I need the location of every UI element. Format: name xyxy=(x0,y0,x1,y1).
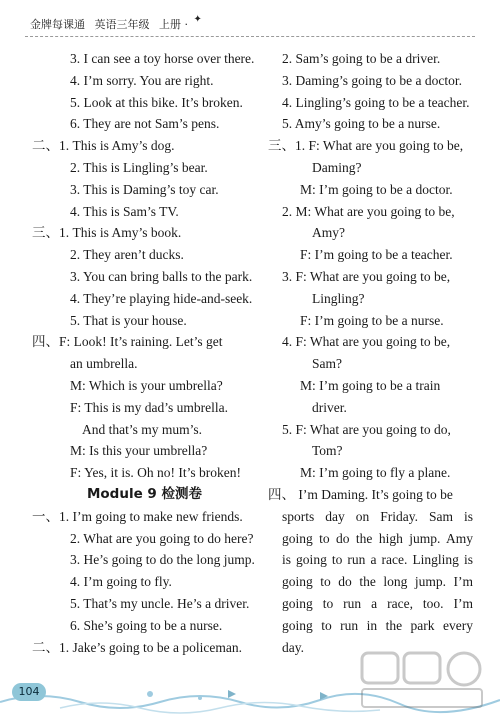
left-column xyxy=(32,48,257,658)
text-line: 2. They aren’t ducks. xyxy=(70,247,184,263)
text-line: 5. That’s my uncle. He’s a driver. xyxy=(70,595,250,611)
text-line: driver. xyxy=(312,399,347,415)
text-line: going to do the high jump. Amy xyxy=(282,530,473,546)
text-line: 4. I’m sorry. You are right. xyxy=(70,72,214,88)
text-line: 4. They’re playing hide-and-seek. xyxy=(70,290,253,306)
text-line: 3. You can bring balls to the park. xyxy=(70,268,253,284)
text-line: Amy? xyxy=(312,225,345,241)
volume-label: 上册 · xyxy=(159,18,188,31)
text-line: 四、F: Look! It’s raining. Let’s get xyxy=(32,334,223,350)
text-line: 2. M: What are you going to be, xyxy=(282,203,455,219)
page-number: 104 xyxy=(12,683,46,701)
text-line: And that’s my mum’s. xyxy=(82,421,203,437)
text-line: F: This is my dad’s umbrella. xyxy=(70,399,228,415)
text-line: 4. I’m going to fly. xyxy=(70,574,172,590)
text-line: Sam? xyxy=(312,356,342,372)
subject-label: 英语三年级 xyxy=(94,18,150,31)
text-line: M: Is this your umbrella? xyxy=(70,443,208,459)
book-title: 金牌每课通 xyxy=(30,18,85,31)
text-line: Daming? xyxy=(312,159,362,175)
text-line: 3. F: What are you going to be, xyxy=(282,268,451,284)
page-header xyxy=(30,16,202,32)
text-line: going to run in the park every xyxy=(282,617,473,633)
text-line: 2. This is Lingling’s bear. xyxy=(70,159,208,175)
text-line: is going to run a race. Lingling is xyxy=(282,552,473,568)
text-line: 三、1. F: What are you going to be, xyxy=(268,138,464,154)
star-icon: ✦ xyxy=(193,14,202,25)
text-line: 4. Lingling’s going to be a teacher. xyxy=(282,94,470,110)
section-title: Module 9 检测卷 xyxy=(86,485,203,502)
text-line: Lingling? xyxy=(312,290,365,306)
text-line: going to do the long jump. I’m xyxy=(282,574,473,590)
text-line: 二、1. This is Amy’s dog. xyxy=(32,138,175,154)
text-line: 四、 I’m Daming. It’s going to be xyxy=(268,486,453,502)
text-line: 3. I can see a toy horse over there. xyxy=(70,51,255,66)
text-line: 一、1. I’m going to make new friends. xyxy=(32,508,243,524)
text-line: 2. What are you going to do here? xyxy=(70,530,254,546)
text-line: 2. Sam’s going to be a driver. xyxy=(282,51,441,66)
header-divider xyxy=(25,36,475,37)
text-line: 5. Look at this bike. It’s broken. xyxy=(70,94,243,110)
text-line: F: I’m going to be a teacher. xyxy=(300,247,453,263)
text-line: 3. Daming’s going to be a doctor. xyxy=(282,72,462,88)
text-line: 4. F: What are you going to be, xyxy=(282,334,451,350)
text-line: day. xyxy=(282,639,304,655)
text-line: 3. He’s going to do the long jump. xyxy=(70,552,255,568)
right-column xyxy=(268,48,473,658)
text-line: 5. F: What are you going to do, xyxy=(282,421,451,437)
text-line: 6. She’s going to be a nurse. xyxy=(70,617,223,633)
text-line: M: Which is your umbrella? xyxy=(70,377,223,393)
text-line: an umbrella. xyxy=(70,356,138,372)
text-line: 二、1. Jake’s going to be a policeman. xyxy=(32,639,242,655)
text-line: F: I’m going to be a nurse. xyxy=(300,312,444,328)
text-line: sports day on Friday. Sam is xyxy=(282,508,473,524)
text-line: 4. This is Sam’s TV. xyxy=(70,203,179,219)
text-line: 5. Amy’s going to be a nurse. xyxy=(282,116,441,132)
watermark-logo-icon xyxy=(358,649,488,711)
text-line: 三、1. This is Amy’s book. xyxy=(32,225,182,241)
text-line: Tom? xyxy=(312,443,343,459)
text-line: 3. This is Daming’s toy car. xyxy=(70,181,219,197)
text-line: M: I’m going to be a doctor. xyxy=(300,181,453,197)
text-line: 6. They are not Sam’s pens. xyxy=(70,116,220,132)
text-line: M: I’m going to fly a plane. xyxy=(300,465,451,481)
text-line: going to run a race, too. I’m xyxy=(282,595,473,611)
text-line: F: Yes, it is. Oh no! It’s broken! xyxy=(70,465,242,481)
text-line: 5. That is your house. xyxy=(70,312,187,328)
text-line: M: I’m going to be a train xyxy=(300,377,441,393)
